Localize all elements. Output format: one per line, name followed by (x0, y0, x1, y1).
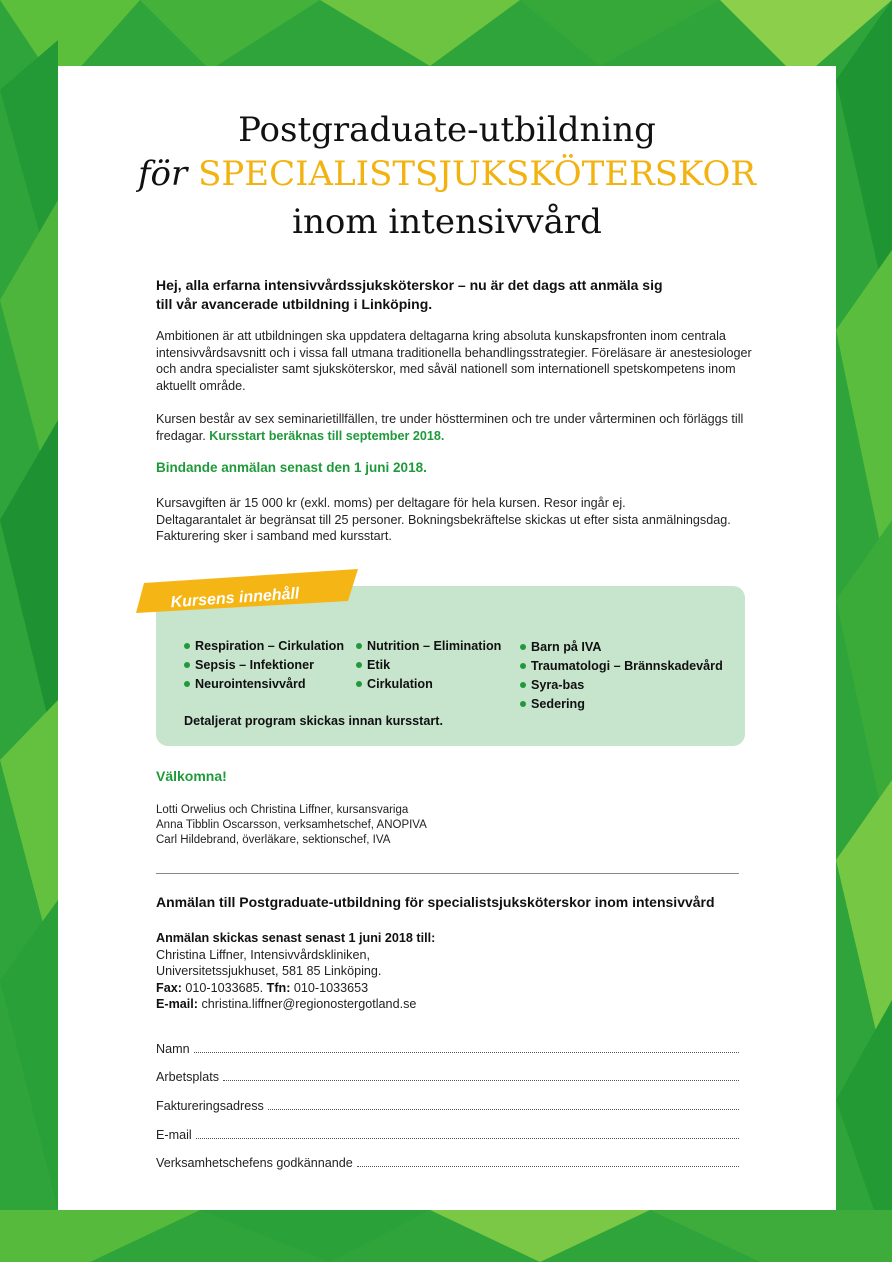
list-item: Etik (356, 656, 501, 675)
program-note: Detaljerat program skickas innan kursstart. (184, 714, 443, 728)
list-item: Traumatologi – Brännskadevård (520, 657, 723, 676)
fax-label: Fax: (156, 980, 182, 995)
address-line-2: Universitetssjukhuset, 581 85 Linköping. (156, 964, 382, 978)
contents-column-3 (520, 638, 723, 714)
intro-text (156, 276, 766, 314)
email-line (156, 996, 766, 1013)
list-item: Barn på IVA (520, 638, 723, 657)
field-dots (223, 1069, 739, 1081)
signer: Carl Hildebrand, överläkare, sektionschef, IVA (156, 834, 391, 846)
field-label: Faktureringsadress (156, 1099, 264, 1113)
email-label: E-mail: (156, 997, 198, 1011)
divider (156, 873, 739, 874)
list-item: Syra-bas (520, 676, 723, 695)
field-label: Namn (156, 1042, 190, 1056)
signer: Anna Tibblin Oscarsson, verksamhetschef, ANOPIVA (156, 819, 427, 831)
list-item: Nutrition – Elimination (356, 637, 501, 656)
list-item: Neurointensivvård (184, 675, 344, 694)
address-line-1: Christina Liffner, Intensivvårdskliniken, (156, 947, 370, 962)
field-email[interactable] (156, 1127, 739, 1142)
course-contents-heading: Kursens innehåll (170, 585, 300, 612)
signers-list (156, 803, 766, 848)
list-item: Respiration – Cirkulation (184, 637, 344, 656)
title-line-1: Postgraduate-utbildning (238, 110, 656, 150)
field-approval[interactable] (156, 1155, 739, 1170)
contents-column-2 (356, 637, 501, 694)
course-paragraph (156, 411, 766, 444)
course-contents-ribbon (136, 569, 358, 613)
field-name[interactable] (156, 1041, 739, 1056)
contents-column-1 (184, 637, 344, 694)
deadline-text: Bindande anmälan senast den 1 juni 2018. (156, 460, 427, 475)
field-dots (357, 1155, 739, 1167)
field-label: Verksamhetschefens godkännande (156, 1156, 353, 1170)
title-line-2 (58, 154, 836, 194)
list-item: Sepsis – Infektioner (184, 656, 344, 675)
field-label: E-mail (156, 1128, 192, 1142)
fee-line-3: Fakturering sker i samband med kursstart. (156, 529, 392, 543)
intro-line-2: till vår avancerade utbildning i Linköping. (156, 296, 433, 312)
list-item: Sedering (520, 695, 723, 714)
ambition-paragraph: Ambitionen är att utbildningen ska uppdatera deltagarna kring absoluta kunskapsfronten inom centrala intensivvårdsavsnitt och i vissa fall utmana traditionella behandlingsstrategier. Föreläsare är anestesiologer och andra specialister samt sjuksköterskor, med såväl nationell som internationell spetskompetens inom aktuellt område. (156, 329, 752, 393)
fax-number: 010-1033685. (185, 980, 264, 995)
send-by: Anmälan skickas senast senast 1 juni 2018 till: (156, 931, 436, 945)
tel-label: Tfn: (266, 980, 291, 995)
registration-address (156, 930, 766, 1013)
fee-paragraph (156, 495, 766, 545)
intro-line-1: Hej, alla erfarna intensivvårdssjuksköterskor – nu är det dags att anmäla sig (156, 277, 663, 293)
field-workplace[interactable] (156, 1069, 739, 1084)
field-label: Arbetsplats (156, 1070, 219, 1084)
document-sheet (58, 66, 836, 1210)
title-for: för (137, 154, 188, 194)
welcome-text: Välkomna! (156, 768, 227, 784)
fax-tel-line (156, 980, 766, 997)
list-item: Cirkulation (356, 675, 501, 694)
field-billing-address[interactable] (156, 1098, 739, 1113)
fee-line-2: Deltagarantalet är begränsat till 25 personer. Bokningsbekräftelse skickas ut efter sista anmälningsdag. (156, 512, 731, 527)
course-start: Kursstart beräknas till september 2018. (209, 428, 445, 443)
field-dots (268, 1098, 739, 1110)
field-dots (196, 1127, 739, 1139)
signer: Lotti Orwelius och Christina Liffner, kursansvariga (156, 804, 409, 816)
title-line-3: inom intensivvård (292, 202, 602, 242)
fee-line-1: Kursavgiften är 15 000 kr (exkl. moms) per deltagare för hela kursen. Resor ingår ej. (156, 496, 626, 510)
field-dots (194, 1041, 739, 1053)
tel-number: 010-1033653 (293, 980, 369, 995)
title-highlight: SPECIALISTSJUKSKÖTERSKOR (198, 154, 757, 194)
registration-title: Anmälan till Postgraduate-utbildning för specialistsjuksköterskor inom intensivvård (156, 894, 715, 910)
course-text: Kursen består av sex seminarietillfällen, tre under höstterminen och tre under vårterminen och förläggs till fredagar. (156, 412, 744, 443)
email-address: christina.liffner@regionostergotland.se (201, 997, 417, 1011)
